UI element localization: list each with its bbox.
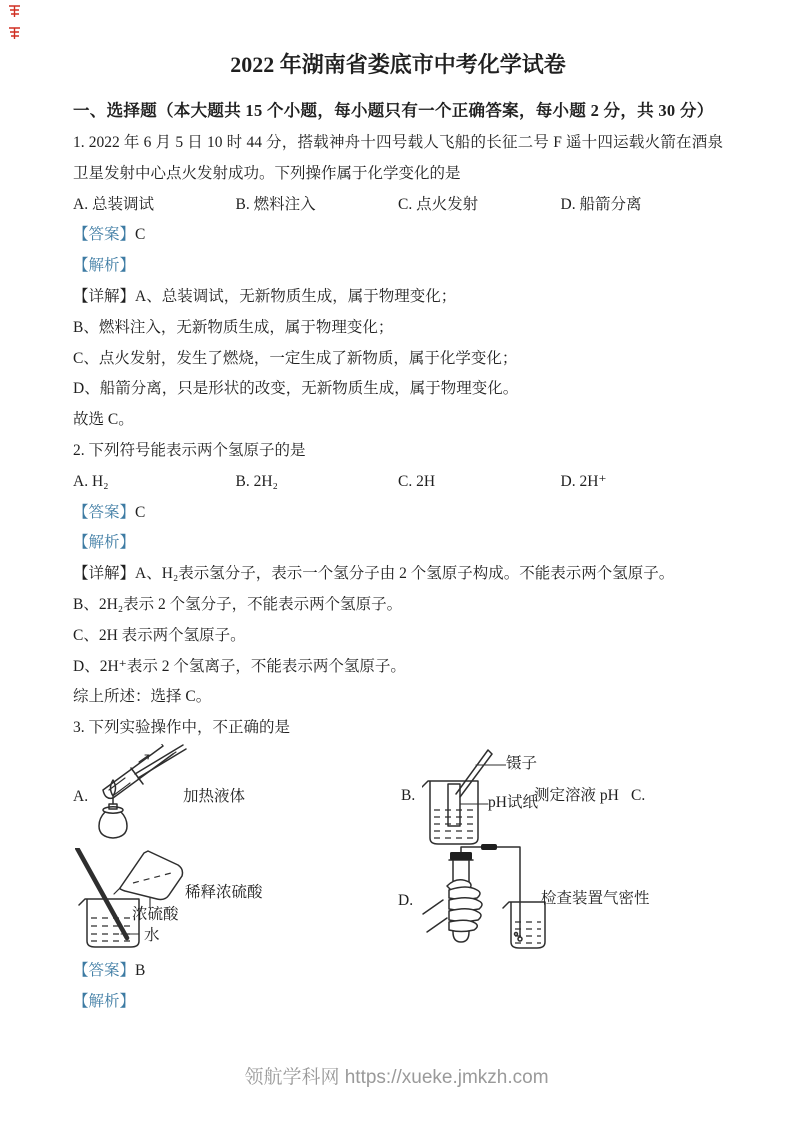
answer-label: 【答案】	[73, 961, 136, 979]
site-watermark: 领航学科网 https://xueke.jmkzh.com	[244, 1067, 549, 1088]
q1-conclusion: 故选 C。	[73, 411, 134, 429]
option-a-letter: A.	[73, 787, 89, 805]
answer-label: 【答案】	[73, 503, 136, 521]
q2-conclusion: 综上所述：选择 C。	[73, 688, 212, 706]
water-label: 水	[144, 926, 160, 944]
q2-detail-line: B、2H₂表示 2 个氢分子，不能表示两个氢原子。	[73, 595, 403, 613]
q2-option-d: D. 2H⁺	[560, 472, 607, 490]
q1-detail-line: D、船箭分离，只是形状的改变，无新物质生成，属于物理变化。	[73, 380, 519, 398]
q1-detail-line: B、燃料注入，无新物质生成，属于物理变化；	[73, 318, 394, 336]
q2-detail-line: 【详解】A、H₂表示氢分子，表示一个氢分子由 2 个氢原子构成。不能表示两个氢原子。	[73, 565, 675, 583]
q3-figure	[73, 744, 723, 956]
q3-analysis-label: 【解析】	[73, 992, 136, 1010]
heating-liquid-diagram	[95, 744, 187, 844]
q1-options	[73, 190, 723, 221]
q2-option-a: A. H₂	[73, 472, 109, 490]
q1-option-b: B. 燃料注入	[235, 195, 316, 213]
q2-analysis-label: 【解析】	[73, 534, 136, 552]
option-c-letter: C.	[631, 786, 646, 804]
corner-stamp-marks-icon	[6, 4, 24, 44]
tweezers-label: 镊子	[506, 754, 538, 772]
q1-answer-value: C	[135, 226, 146, 244]
q1-option-c: C. 点火发射	[398, 195, 479, 213]
answer-label: 【答案】	[73, 226, 136, 244]
q3-stem: 3. 下列实验操作中，不正确的是	[73, 719, 291, 737]
q3-answer-value: B	[135, 961, 146, 979]
q1-option-d: D. 船箭分离	[560, 195, 642, 213]
option-d-letter: D.	[398, 891, 414, 909]
q1-analysis-label: 【解析】	[73, 257, 136, 275]
q1-detail-line: 【详解】A、总装调试，无新物质生成，属于物理变化；	[73, 287, 457, 305]
q1-detail-line: C、点火发射，发生了燃烧，一定生成了新物质，属于化学变化；	[73, 349, 518, 367]
conc-acid-label: 浓硫酸	[132, 905, 179, 923]
q2-answer-line	[73, 498, 723, 529]
q1-stem: 1. 2022 年 6 月 5 日 10 时 44 分，搭载神舟十四号载人飞船的长征二号 F 遥十四运载火箭在酒泉卫星发射中心点火发射成功。下列操作属于化学变化的是	[73, 134, 723, 182]
section-heading: 一、选择题（本大题共 15 个小题，每小题只有一个正确答案，每小题 2 分，共 30 分）	[73, 101, 714, 120]
option-a-caption: 加热液体	[183, 787, 246, 805]
page-title: 2022 年湖南省娄底市中考化学试卷	[230, 52, 566, 77]
q2-options	[73, 467, 723, 498]
q1-option-a: A. 总装调试	[73, 195, 154, 213]
q2-option-c: C. 2H	[398, 472, 436, 490]
option-b-letter: B.	[401, 786, 416, 804]
q2-stem: 2. 下列符号能表示两个氢原子的是	[73, 441, 306, 459]
q1-answer-line	[73, 220, 723, 251]
q2-detail-line: C、2H 表示两个氢原子。	[73, 626, 246, 644]
option-c-caption: 稀释浓硫酸	[185, 883, 263, 901]
q3-answer-line	[73, 956, 723, 987]
q2-answer-value: C	[135, 503, 146, 521]
ph-paper-label: pH试纸	[488, 793, 538, 811]
option-b-caption: 测定溶液 pH	[534, 786, 619, 804]
q2-option-b: B. 2H₂	[235, 472, 278, 490]
q2-detail-line: D、2H⁺表示 2 个氢离子，不能表示两个氢原子。	[73, 657, 406, 675]
option-d-caption: 检查装置气密性	[541, 889, 650, 907]
